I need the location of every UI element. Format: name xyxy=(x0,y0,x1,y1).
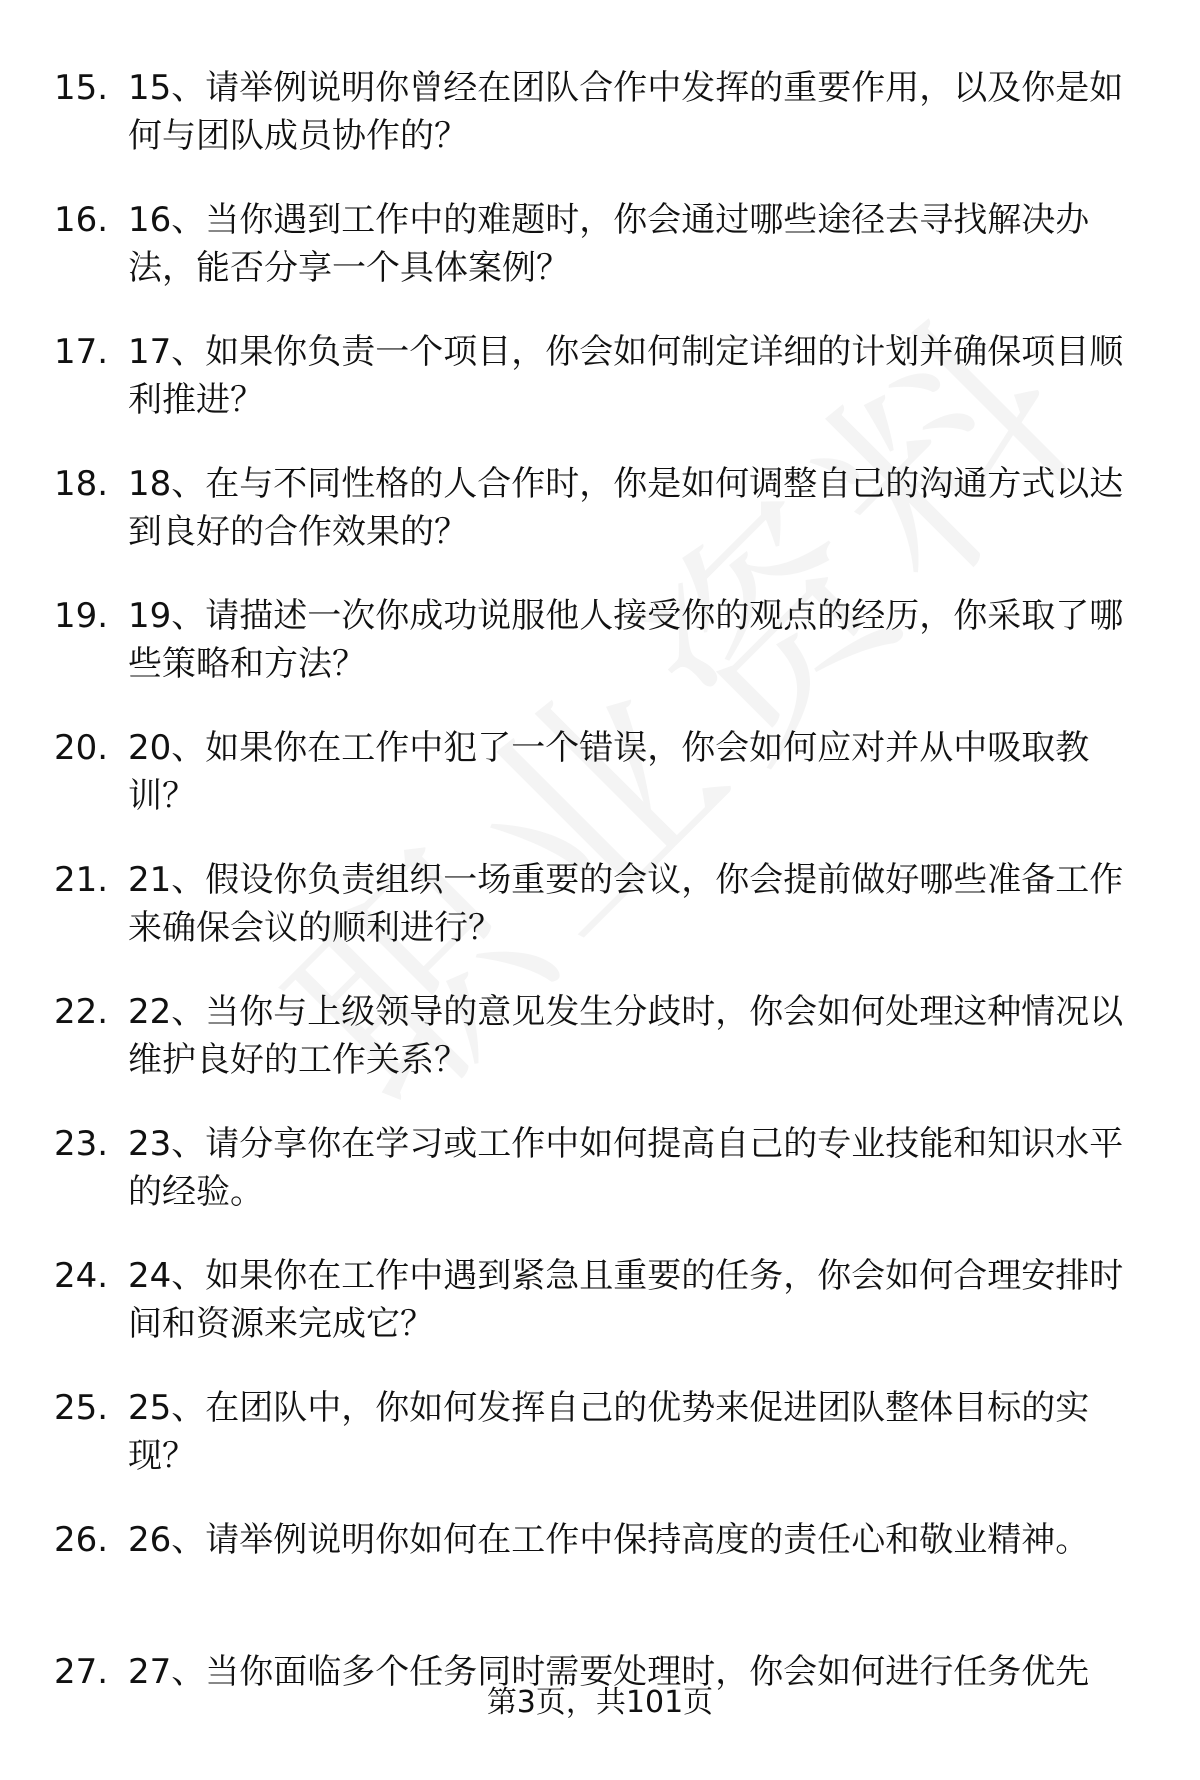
list-item xyxy=(0,328,1200,460)
list-item xyxy=(0,856,1200,988)
item-text: 19、请描述一次你成功说服他人接受你的观点的经历，你采取了哪些策略和方法？ xyxy=(128,596,1124,684)
list-item xyxy=(0,1516,1200,1648)
item-number: 17. xyxy=(54,332,109,372)
item-number: 18. xyxy=(54,464,109,504)
item-number: 24. xyxy=(54,1256,109,1296)
item-text: 22、当你与上级领导的意见发生分歧时，你会如何处理这种情况以维护良好的工作关系？ xyxy=(128,992,1124,1080)
list-item xyxy=(0,64,1200,196)
list-item xyxy=(0,988,1200,1120)
item-text: 17、如果你负责一个项目，你会如何制定详细的计划并确保项目顺利推进？ xyxy=(128,332,1124,420)
list-item xyxy=(0,1120,1200,1252)
item-text: 15、请举例说明你曾经在团队合作中发挥的重要作用，以及你是如何与团队成员协作的？ xyxy=(128,68,1124,156)
item-text: 24、如果你在工作中遇到紧急且重要的任务，你会如何合理安排时间和资源来完成它？ xyxy=(128,1256,1124,1344)
item-text: 26、请举例说明你如何在工作中保持高度的责任心和敬业精神。 xyxy=(128,1520,1090,1560)
item-number: 25. xyxy=(54,1388,109,1428)
page-footer: 第3页，共101页 xyxy=(486,1685,714,1720)
item-number: 23. xyxy=(54,1124,109,1164)
item-number: 16. xyxy=(54,200,109,240)
list-item xyxy=(0,196,1200,328)
list-item xyxy=(0,460,1200,592)
item-text: 21、假设你负责组织一场重要的会议，你会提前做好哪些准备工作来确保会议的顺利进行？ xyxy=(128,860,1124,948)
item-text: 18、在与不同性格的人合作时，你是如何调整自己的沟通方式以达到良好的合作效果的？ xyxy=(128,464,1124,552)
item-text: 16、当你遇到工作中的难题时，你会通过哪些途径去寻找解决办法，能否分享一个具体案例？ xyxy=(128,200,1090,288)
item-number: 19. xyxy=(54,596,109,636)
list-item xyxy=(0,724,1200,856)
item-number: 21. xyxy=(54,860,109,900)
item-text: 25、在团队中，你如何发挥自己的优势来促进团队整体目标的实现？ xyxy=(128,1388,1090,1476)
list-item xyxy=(0,1384,1200,1516)
item-number: 20. xyxy=(54,728,109,768)
list-item xyxy=(0,592,1200,724)
item-number: 27. xyxy=(54,1652,109,1692)
item-number: 15. xyxy=(54,68,109,108)
item-number: 22. xyxy=(54,992,109,1032)
item-text: 23、请分享你在学习或工作中如何提高自己的专业技能和知识水平的经验。 xyxy=(128,1124,1124,1212)
question-list xyxy=(0,64,1200,1780)
list-item xyxy=(0,1252,1200,1384)
item-text: 27、当你面临多个任务同时需要处理时，你会如何进行任务优先 xyxy=(128,1652,1090,1692)
item-text: 20、如果你在工作中犯了一个错误，你会如何应对并从中吸取教训？ xyxy=(128,728,1090,816)
item-number: 26. xyxy=(54,1520,109,1560)
